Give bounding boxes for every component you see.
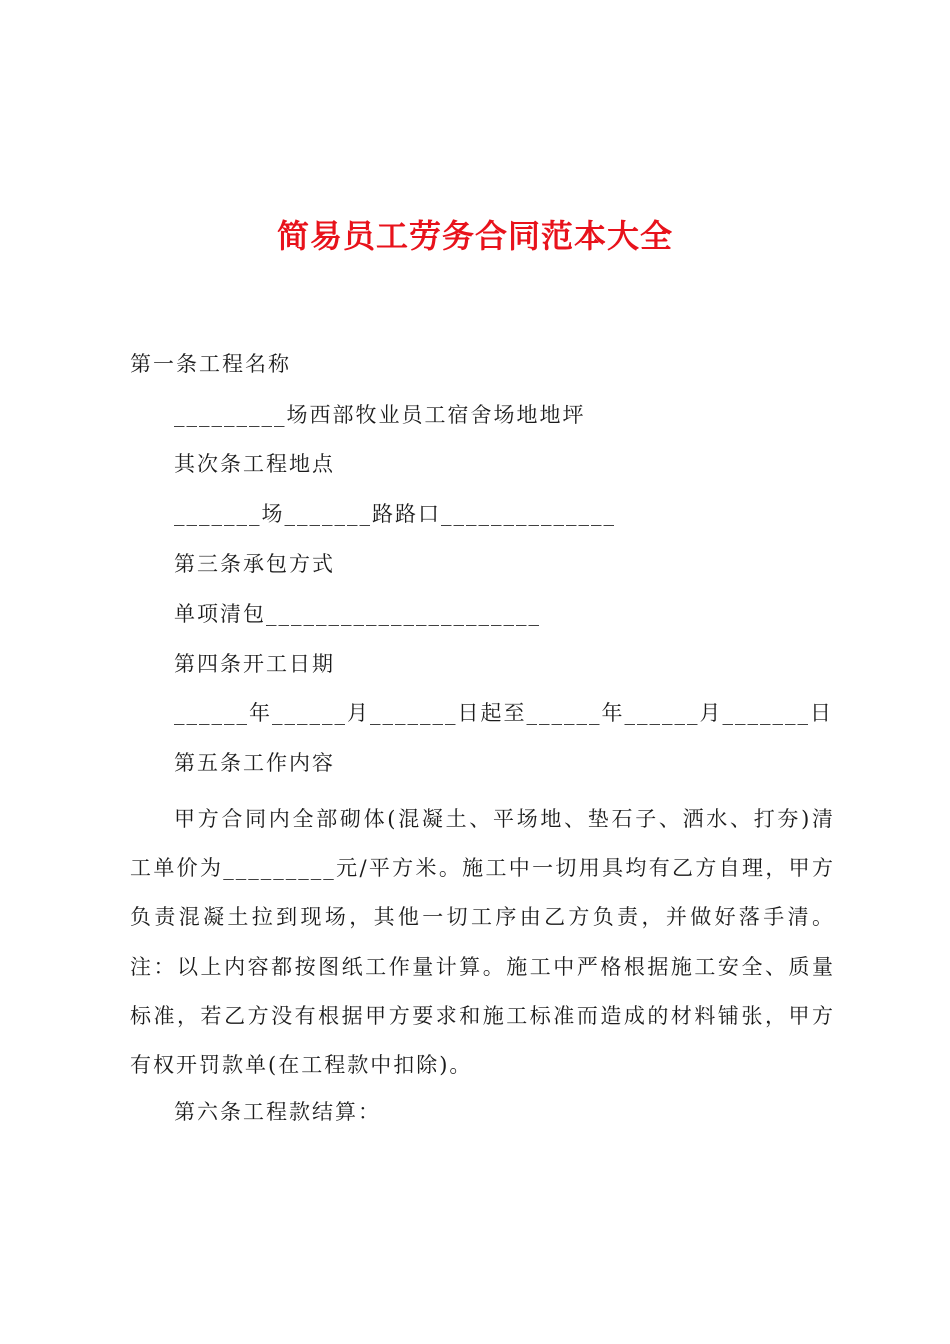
start-date-line: ______年______月_______日起至______年______月_______日 xyxy=(174,701,833,725)
project-location-line: _______场_______路路口______________ xyxy=(174,502,616,526)
contract-method-line: 单项清包______________________ xyxy=(174,602,541,626)
article-2-heading: 其次条工程地点 xyxy=(174,452,335,476)
article-5-heading: 第五条工作内容 xyxy=(174,751,335,775)
article-1-heading: 第一条工程名称 xyxy=(130,352,291,376)
document-title: 简易员工劳务合同范本大全 xyxy=(276,217,673,255)
article-6-heading: 第六条工程款结算： xyxy=(174,1100,381,1124)
work-content-paragraph: 甲方合同内全部砌体(混凝土、平场地、垫石子、洒水、打夯)清工单价为_________元/平方米。施工中一切用具均有乙方自理，甲方负责混凝土拉到现场，其他一切工序由乙方负责，并做好落手清。注：以上内容都按图纸工作量计算。施工中严格根据施工安全、质量标准，若乙方没有根据甲方要求和施工标准而造成的材料铺张，甲方有权开罚款单(在工程款中扣除)。 xyxy=(130,807,835,1078)
project-name-line: _________场西部牧业员工宿舍场地地坪 xyxy=(174,403,586,427)
article-3-heading: 第三条承包方式 xyxy=(174,552,335,576)
article-4-heading: 第四条开工日期 xyxy=(174,652,335,676)
